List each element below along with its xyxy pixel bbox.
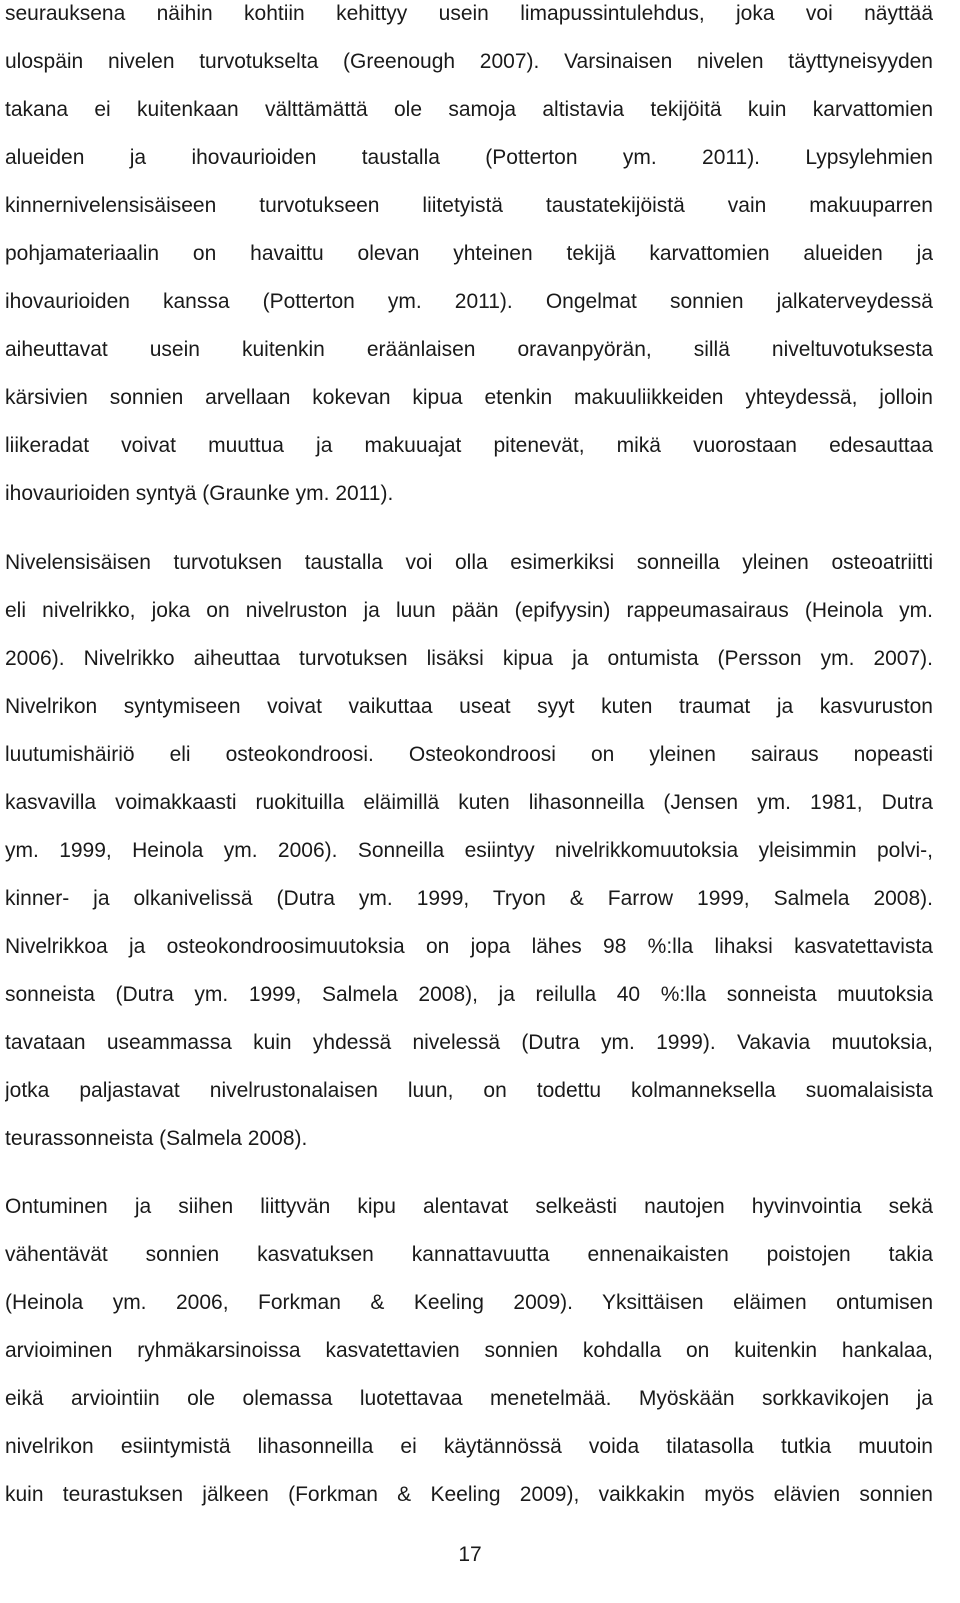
paragraph-line: ihovaurioiden kanssa (Potterton ym. 2011). Ongelmat sonnien jalkaterveydessä <box>5 290 933 313</box>
paragraph-line: kuin teurastuksen jälkeen (Forkman & Keeling 2009), vaikkakin myös elävien sonnien <box>5 1483 933 1506</box>
paragraph-line: liikeradat voivat muuttua ja makuuajat pitenevät, mikä vuorostaan edesauttaa <box>5 434 933 457</box>
paragraph-line: kärsivien sonnien arvellaan kokevan kipua etenkin makuuliikkeiden yhteydessä, jolloin <box>5 386 933 409</box>
paragraph-line: (Heinola ym. 2006, Forkman & Keeling 2009). Yksittäisen eläimen ontumisen <box>5 1291 933 1314</box>
page-number: 17 <box>458 1543 482 1566</box>
paragraph-line: arvioiminen ryhmäkarsinoissa kasvatettavien sonnien kohdalla on kuitenkin hankalaa, <box>5 1339 933 1362</box>
paragraph-line: takana ei kuitenkaan välttämättä ole samoja altistavia tekijöitä kuin karvattomien <box>5 98 933 121</box>
paragraph-line: ulospäin nivelen turvotukselta (Greenough 2007). Varsinaisen nivelen täyttyneisyyden <box>5 50 933 73</box>
paragraph-line: tavataan useammassa kuin yhdessä nivelessä (Dutra ym. 1999). Vakavia muutoksia, <box>5 1031 933 1054</box>
paragraph-line: kinner- ja olkanivelissä (Dutra ym. 1999, Tryon & Farrow 1999, Salmela 2008). <box>5 887 933 910</box>
paragraph-line: teurassonneista (Salmela 2008). <box>5 1127 308 1150</box>
paragraph-line: kasvavilla voimakkaasti ruokituilla eläimillä kuten lihasonneilla (Jensen ym. 1981, Dutra <box>5 791 933 814</box>
paragraph-line: eli nivelrikko, joka on nivelruston ja luun pään (epifyysin) rappeumasairaus (Heinola ym. <box>5 599 933 622</box>
paragraph-line: Ontuminen ja siihen liittyvän kipu alentavat selkeästi nautojen hyvinvointia sekä <box>5 1195 933 1218</box>
paragraph-line: kinnernivelensisäiseen turvotukseen liitetyistä taustatekijöistä vain makuuparren <box>5 194 933 217</box>
paragraph-line: luutumishäiriö eli osteokondroosi. Osteokondroosi on yleinen sairaus nopeasti <box>5 743 933 766</box>
paragraph-line: aiheuttavat usein kuitenkin eräänlaisen oravanpyörän, sillä niveltuvotuksesta <box>5 338 933 361</box>
paragraph-line: seurauksena näihin kohtiin kehittyy usein limapussintulehdus, joka voi näyttää <box>5 2 933 25</box>
paragraph-line: eikä arviointiin ole olemassa luotettavaa menetelmää. Myöskään sorkkavikojen ja <box>5 1387 933 1410</box>
paragraph-line: jotka paljastavat nivelrustonalaisen luun, on todettu kolmanneksella suomalaisista <box>5 1079 933 1102</box>
paragraph-line: Nivelrikkoa ja osteokondroosimuutoksia on jopa lähes 98 %:lla lihaksi kasvatettavista <box>5 935 933 958</box>
paragraph-line: sonneista (Dutra ym. 1999, Salmela 2008), ja reilulla 40 %:lla sonneista muutoksia <box>5 983 933 1006</box>
paragraph-line: Nivelrikon syntymiseen voivat vaikuttaa useat syyt kuten traumat ja kasvuruston <box>5 695 933 718</box>
paragraph-line: Nivelensisäisen turvotuksen taustalla voi olla esimerkiksi sonneilla yleinen osteoatriitti <box>5 551 933 574</box>
paragraph-line: ym. 1999, Heinola ym. 2006). Sonneilla esiintyy nivelrikkomuutoksia yleisimmin polvi-, <box>5 839 933 862</box>
paragraph-line: 2006). Nivelrikko aiheuttaa turvotuksen lisäksi kipua ja ontumista (Persson ym. 2007). <box>5 647 933 670</box>
paragraph-line: vähentävät sonnien kasvatuksen kannattavuutta ennenaikaisten poistojen takia <box>5 1243 933 1266</box>
paragraph-line: pohjamateriaalin on havaittu olevan yhteinen tekijä karvattomien alueiden ja <box>5 242 933 265</box>
paragraph-line: ihovaurioiden syntyä (Graunke ym. 2011). <box>5 482 394 505</box>
paragraph-line: alueiden ja ihovaurioiden taustalla (Potterton ym. 2011). Lypsylehmien <box>5 146 933 169</box>
paragraph-line: nivelrikon esiintymistä lihasonneilla ei käytännössä voida tilatasolla tutkia muutoin <box>5 1435 933 1458</box>
